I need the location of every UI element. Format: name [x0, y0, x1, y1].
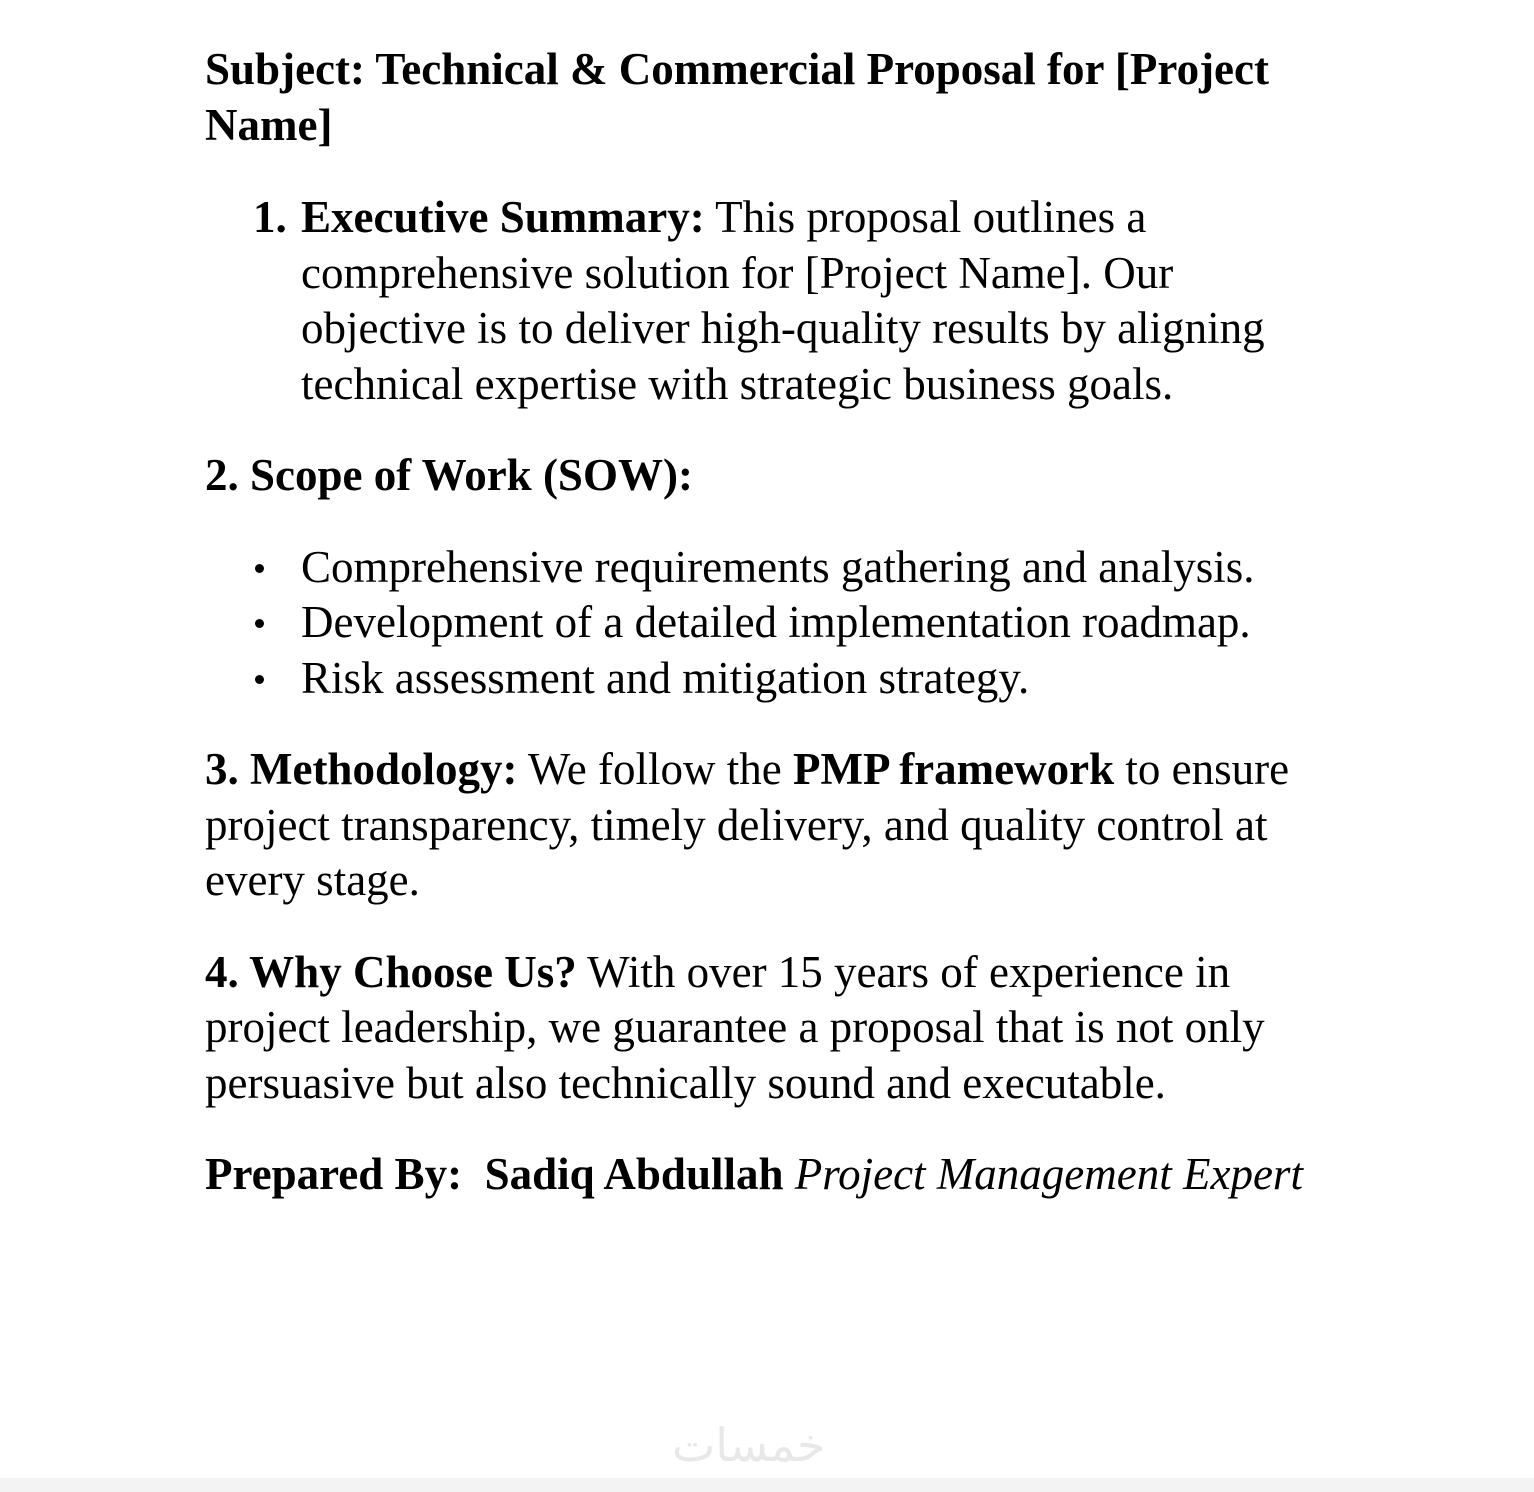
why-us-paragraph [205, 945, 1315, 1112]
bullet-icon [255, 619, 264, 628]
methodology-text-before: We follow the [517, 744, 793, 794]
list-item [301, 595, 1315, 651]
executive-summary-item [253, 190, 1315, 412]
scope-item-text: Comprehensive requirements gathering and analysis. [301, 541, 1255, 592]
scope-section [205, 448, 1315, 706]
methodology-title: 3. Methodology: [205, 744, 518, 794]
methodology-text-after: to ensure project transparency, timely delivery, and quality control at every stage. [205, 744, 1290, 905]
prepared-by-section [205, 1147, 1315, 1203]
methodology-paragraph [205, 742, 1315, 909]
executive-summary-title: Executive Summary: [301, 192, 705, 242]
executive-summary-text: This proposal outlines a comprehensive solution for [Project Name]. Our objective is to deliver high-quality results by aligning technical expertise with strategic business goals. [301, 192, 1265, 409]
bullet-icon [255, 564, 264, 573]
list-item [301, 651, 1315, 707]
document-subject: Subject: Technical & Commercial Proposal for [Project Name] [205, 44, 1269, 150]
executive-summary-list [205, 190, 1315, 412]
why-us-section [205, 945, 1315, 1112]
executive-summary-number: 1. [253, 192, 287, 242]
watermark-logo: خمسات [672, 1418, 826, 1472]
scope-list [205, 540, 1315, 707]
scope-title: 2. Scope of Work (SOW): [205, 450, 693, 500]
why-us-text: With over 15 years of experience in project leadership, we guarantee a proposal that is not only persuasive but also technically sound and executable. [205, 946, 1265, 1108]
scope-item-text: Risk assessment and mitigation strategy. [301, 652, 1030, 703]
methodology-highlight: PMP framework [792, 744, 1115, 794]
scope-item-text: Development of a detailed implementation roadmap. [301, 597, 1251, 647]
prepared-by-label: Prepared By: [205, 1149, 463, 1199]
document-page [205, 42, 1315, 1203]
prepared-by-paragraph [205, 1147, 1315, 1203]
prepared-by-role: Project Management Expert [794, 1149, 1303, 1199]
bottom-scroll-bar [0, 1478, 1534, 1492]
methodology-section [205, 742, 1315, 909]
list-item [301, 540, 1315, 596]
prepared-by-name: Sadiq Abdullah [484, 1149, 784, 1199]
why-us-title: 4. Why Choose Us? [205, 946, 577, 997]
bullet-icon [255, 675, 264, 684]
